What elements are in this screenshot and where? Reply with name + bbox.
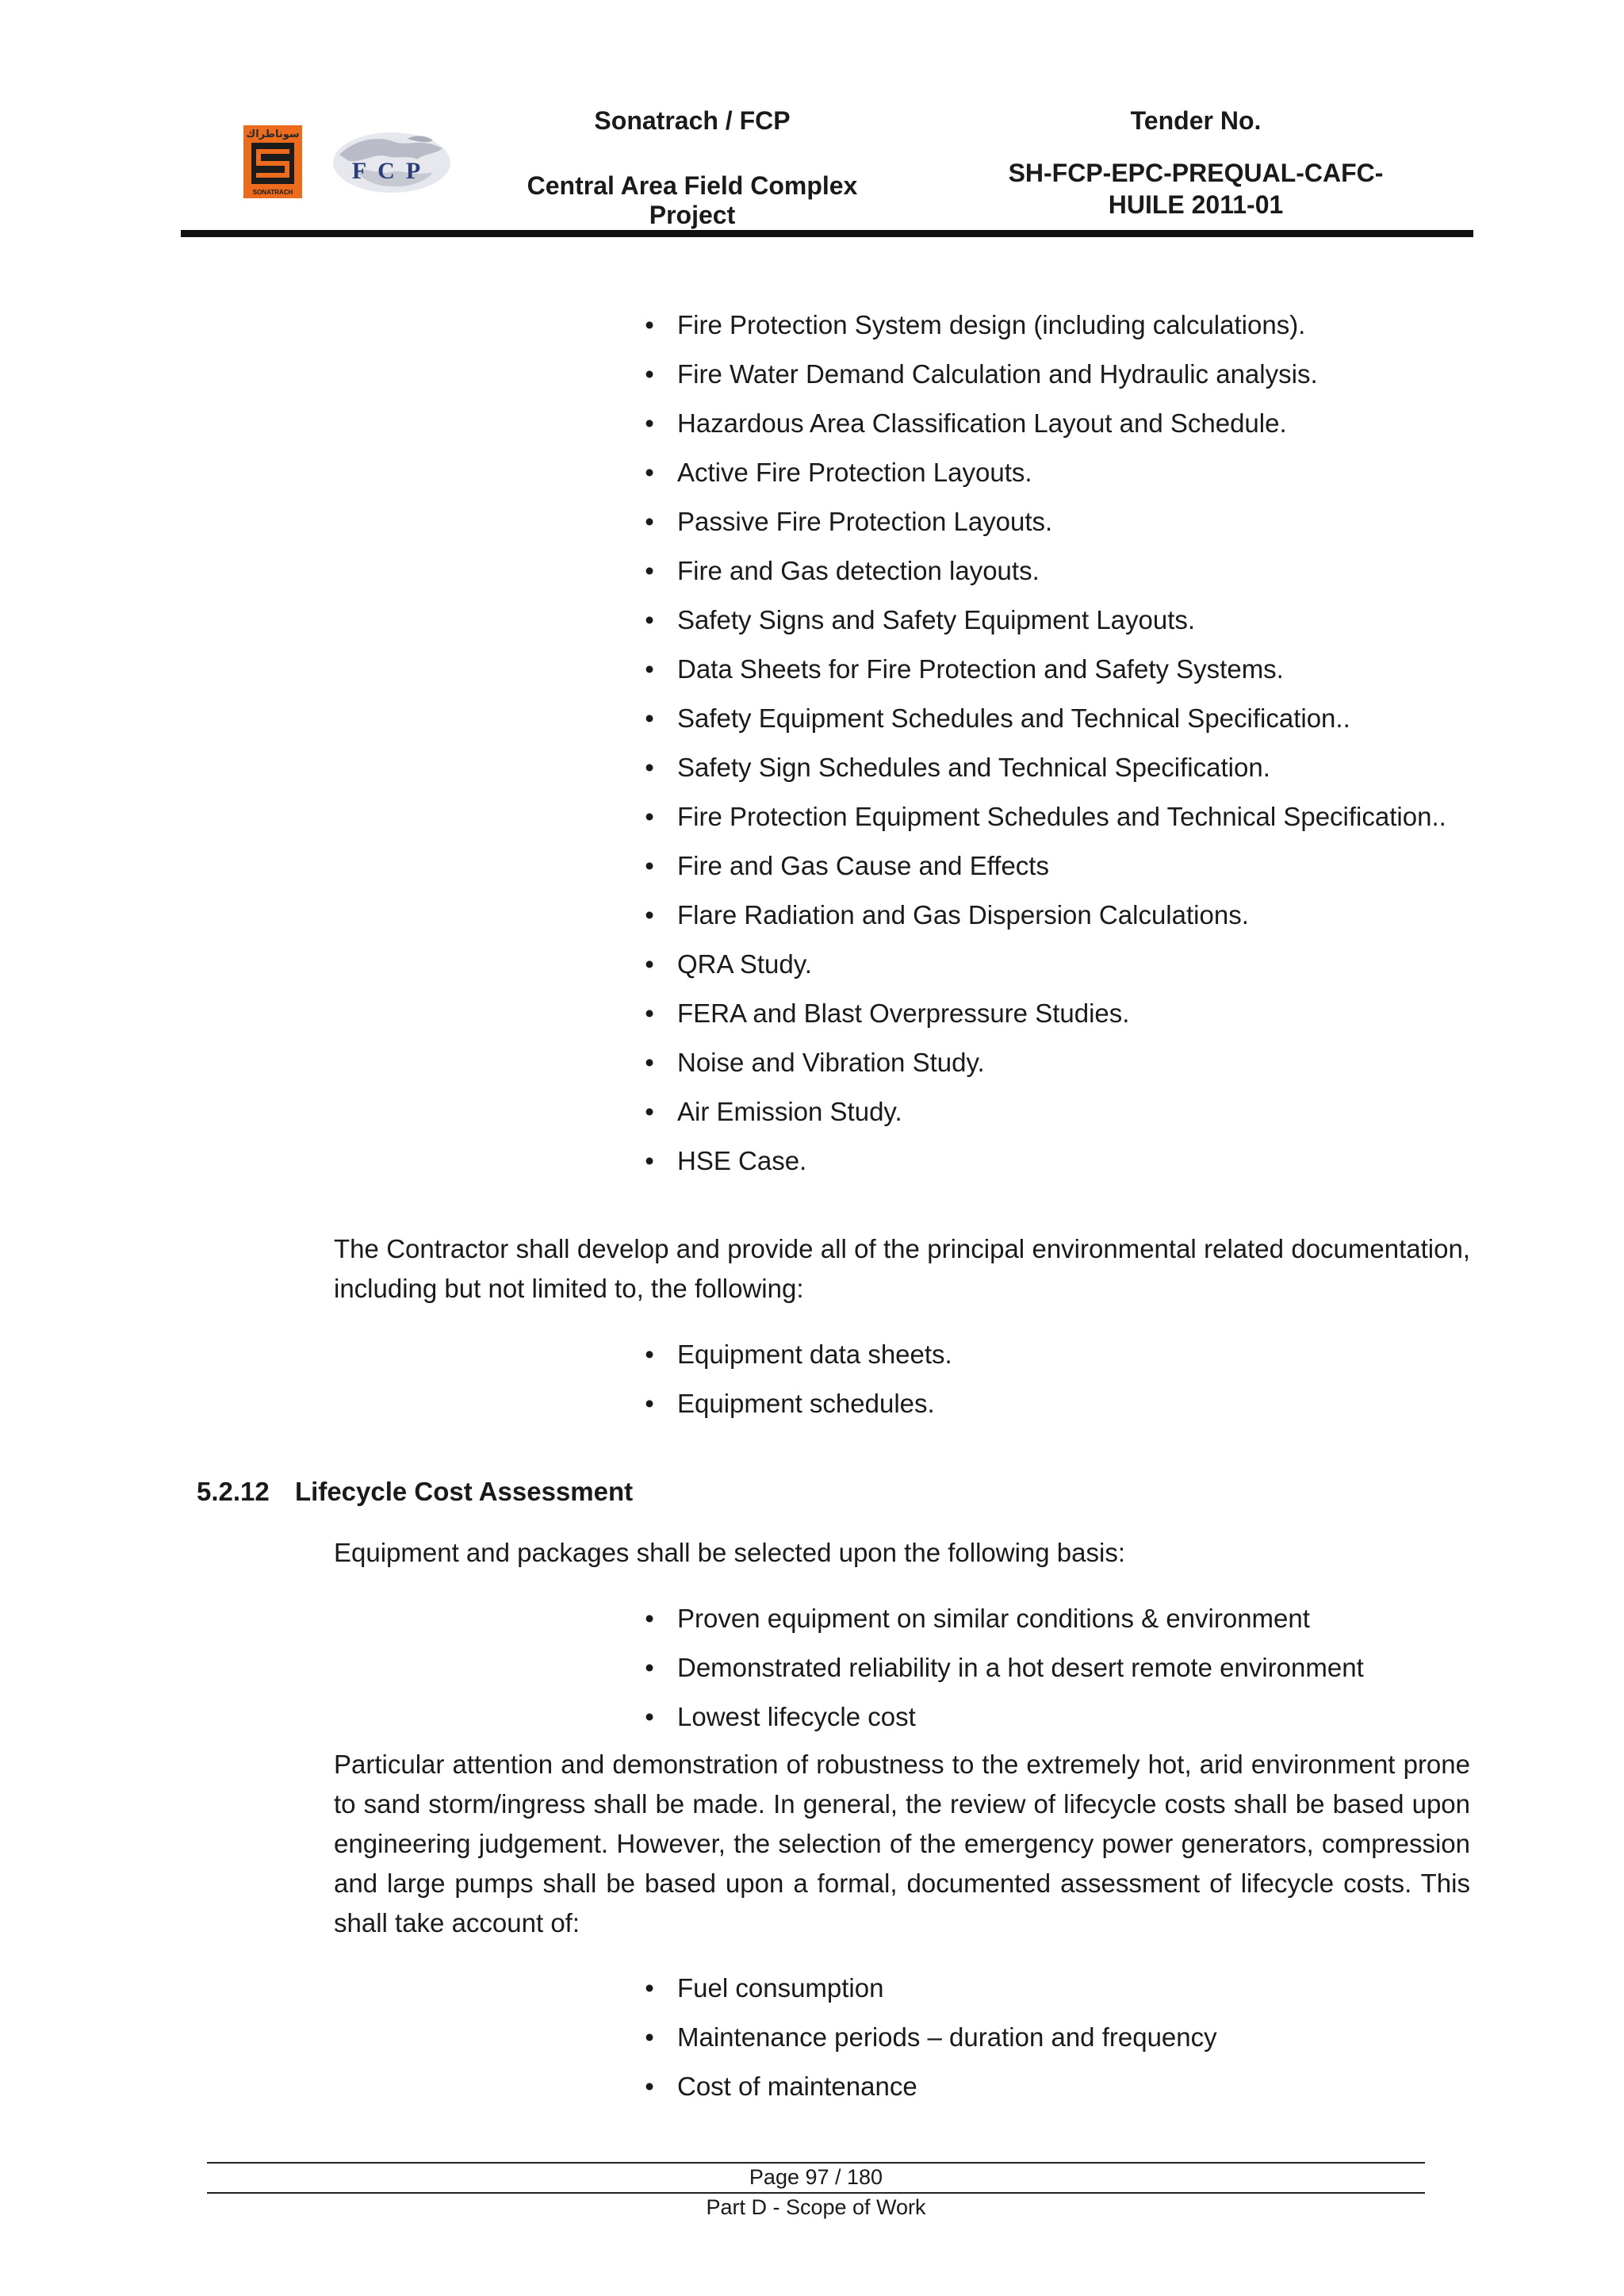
list-item: • Data Sheets for Fire Protection and Safety Systems. (634, 650, 1470, 689)
bullet-icon: • (645, 654, 654, 684)
header-company: Sonatrach / FCP (594, 106, 791, 135)
list-item: • Hazardous Area Classification Layout and Schedule. (634, 404, 1470, 443)
list-item: • Fire Water Demand Calculation and Hydraulic analysis. (634, 355, 1470, 394)
list-item: • Noise and Vibration Study. (634, 1043, 1470, 1083)
header-tender-number (1005, 157, 1386, 220)
bullet-icon: • (645, 949, 654, 979)
bullet-icon: • (645, 900, 654, 930)
bullet-icon: • (645, 1097, 654, 1126)
list-item: • Active Fire Protection Layouts. (634, 453, 1470, 493)
bullet-icon: • (645, 408, 654, 438)
list-item: • Fire and Gas Cause and Effects (634, 846, 1470, 886)
list-item: • Fire Protection Equipment Schedules and Technical Specification.. (634, 797, 1470, 837)
list-item: • QRA Study. (634, 945, 1470, 984)
list-item: • Fire Protection System design (including calculations). (634, 305, 1470, 345)
sonatrach-logo-arabic: سوناطراك (246, 128, 300, 140)
list-item: • Safety Signs and Safety Equipment Layouts. (634, 600, 1470, 640)
page-header (181, 95, 1473, 232)
bullet-icon: • (645, 1146, 654, 1175)
header-project: Central Area Field Complex Project (527, 171, 858, 229)
footer-page-number: Page 97 / 180 (749, 2165, 883, 2189)
bullet-icon: • (645, 359, 654, 389)
bullet-icon: • (645, 605, 654, 634)
list-item: • Demonstrated reliability in a hot desert remote environment (634, 1648, 1470, 1688)
section-number: 5.2.12 (197, 1477, 270, 1506)
footer-part: Part D - Scope of Work (706, 2195, 926, 2219)
environmental-paragraph: The Contractor shall develop and provide all of the principal environmental related documentation, including but not limited to, the following: (334, 1234, 1470, 1303)
footer-divider-top (207, 2162, 1425, 2164)
environmental-docs-list (634, 1335, 1470, 1433)
sonatrach-logo (243, 125, 302, 198)
header-divider (181, 230, 1473, 237)
bullet-icon: • (645, 851, 654, 880)
sonatrach-logo-word: SONATRACH (252, 189, 293, 196)
list-item: • Equipment schedules. (634, 1384, 1470, 1424)
list-item: • Flare Radiation and Gas Dispersion Calculations. (634, 895, 1470, 935)
robustness-paragraph: Particular attention and demonstration of robustness to the extremely hot, arid environment prone to sand storm/ingress shall be made. In general, the review of lifecycle costs shall be based upon engineering judgement. However, the selection of the emergency power generators, compression and large pumps shall be based upon a formal, documented assessment of lifecycle costs. This shall take account of: (334, 1750, 1470, 1938)
bullet-icon: • (645, 1702, 654, 1731)
bullet-icon: • (645, 1973, 654, 2003)
bullet-icon: • (645, 556, 654, 585)
bullet-icon: • (645, 458, 654, 487)
safety-docs-list (634, 305, 1470, 1190)
fcp-logo (331, 131, 452, 196)
list-item: • Fuel consumption (634, 1968, 1470, 2008)
list-item: • Maintenance periods – duration and frequency (634, 2018, 1470, 2057)
bullet-icon: • (645, 1653, 654, 1682)
list-item: • Safety Equipment Schedules and Technical Specification.. (634, 699, 1470, 738)
header-tender-label: Tender No. (1130, 106, 1262, 135)
bullet-icon: • (645, 1389, 654, 1418)
bullet-icon: • (645, 1604, 654, 1633)
bullet-icon: • (645, 802, 654, 831)
sonatrach-mark-icon (251, 143, 294, 184)
list-item: • FERA and Blast Overpressure Studies. (634, 994, 1470, 1033)
selection-paragraph: Equipment and packages shall be selected upon the following basis: (334, 1538, 1125, 1567)
bullet-icon: • (645, 507, 654, 536)
list-item: • Safety Sign Schedules and Technical Specification. (634, 748, 1470, 788)
list-item: • HSE Case. (634, 1141, 1470, 1181)
selection-basis-list (634, 1599, 1470, 1746)
section-heading (197, 1477, 633, 1507)
bullet-icon: • (645, 999, 654, 1028)
tender-number-line-2: HUILE 2011-01 (1108, 190, 1284, 219)
bullet-icon: • (645, 2022, 654, 2052)
list-item: • Passive Fire Protection Layouts. (634, 502, 1470, 542)
list-item: • Air Emission Study. (634, 1092, 1470, 1132)
list-item: • Equipment data sheets. (634, 1335, 1470, 1374)
bullet-icon: • (645, 2072, 654, 2101)
bullet-icon: • (645, 753, 654, 782)
list-item: • Fire and Gas detection layouts. (634, 551, 1470, 591)
list-item: • Lowest lifecycle cost (634, 1697, 1470, 1737)
fcp-logo-letters: FCP (351, 158, 432, 184)
list-item: • Proven equipment on similar conditions & environment (634, 1599, 1470, 1639)
lifecycle-factors-list (634, 1968, 1470, 2116)
bullet-icon: • (645, 1340, 654, 1369)
list-item: • Cost of maintenance (634, 2067, 1470, 2106)
bullet-icon: • (645, 1048, 654, 1077)
bullet-icon: • (645, 703, 654, 733)
footer-divider-bottom (207, 2192, 1425, 2194)
bullet-icon: • (645, 310, 654, 339)
tender-number-line-1: SH-FCP-EPC-PREQUAL-CAFC- (1008, 159, 1384, 187)
section-title: Lifecycle Cost Assessment (295, 1477, 634, 1506)
